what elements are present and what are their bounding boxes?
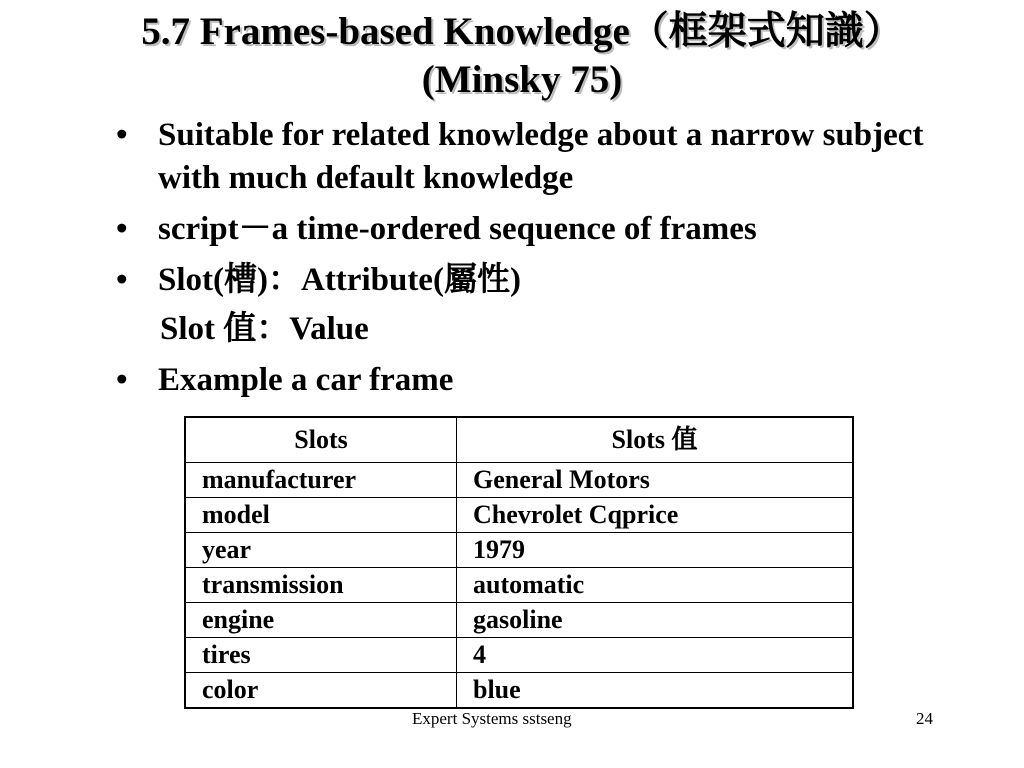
slot-value-cell: automatic xyxy=(457,568,854,603)
bullet-item: • Suitable for related knowledge about a narrow subject with much default knowledge xyxy=(112,114,982,200)
table-row xyxy=(185,533,853,568)
slot-name-cell: tires xyxy=(185,638,457,673)
table-row xyxy=(185,498,853,533)
slot-name-cell: engine xyxy=(185,603,457,638)
table-row xyxy=(185,568,853,603)
table-header-row xyxy=(185,417,853,463)
column-header-slot-values: Slots 值 xyxy=(457,417,854,463)
slot-name-cell: manufacturer xyxy=(185,463,457,498)
column-header-slots: Slots xyxy=(185,417,457,463)
slot-value-cell: 1979 xyxy=(457,533,854,568)
slide-title-line-2: (Minsky 75) xyxy=(421,58,623,101)
table-row xyxy=(185,463,853,498)
slide-title xyxy=(20,8,1024,104)
slot-value-cell: blue xyxy=(457,673,854,709)
slot-name-cell: model xyxy=(185,498,457,533)
bullet-list xyxy=(112,114,982,410)
slot-value-cell: Chevrolet Cqprice xyxy=(457,498,854,533)
table-row xyxy=(185,673,853,709)
slot-name-cell: year xyxy=(185,533,457,568)
bullet-continuation: Slot 值：Value xyxy=(160,311,369,347)
bullet-item: • Example a car frame xyxy=(112,359,982,402)
slot-value-cell: General Motors xyxy=(457,463,854,498)
slot-value-cell: 4 xyxy=(457,638,854,673)
bullet-item: • Slot(槽)：Attribute(屬性) xyxy=(112,259,982,302)
slot-value-cell: gasoline xyxy=(457,603,854,638)
slot-name-cell: transmission xyxy=(185,568,457,603)
slide-title-line-1: 5.7 Frames-based Knowledge（框架式知識） xyxy=(141,10,903,53)
bullet-item: • script－a time-ordered sequence of frames xyxy=(112,208,982,251)
table-row xyxy=(185,638,853,673)
footer-text: Expert Systems sstseng xyxy=(412,709,572,728)
page-number: 24 xyxy=(916,709,933,728)
table-row xyxy=(185,603,853,638)
car-frame-table xyxy=(184,416,854,709)
slot-name-cell: color xyxy=(185,673,457,709)
